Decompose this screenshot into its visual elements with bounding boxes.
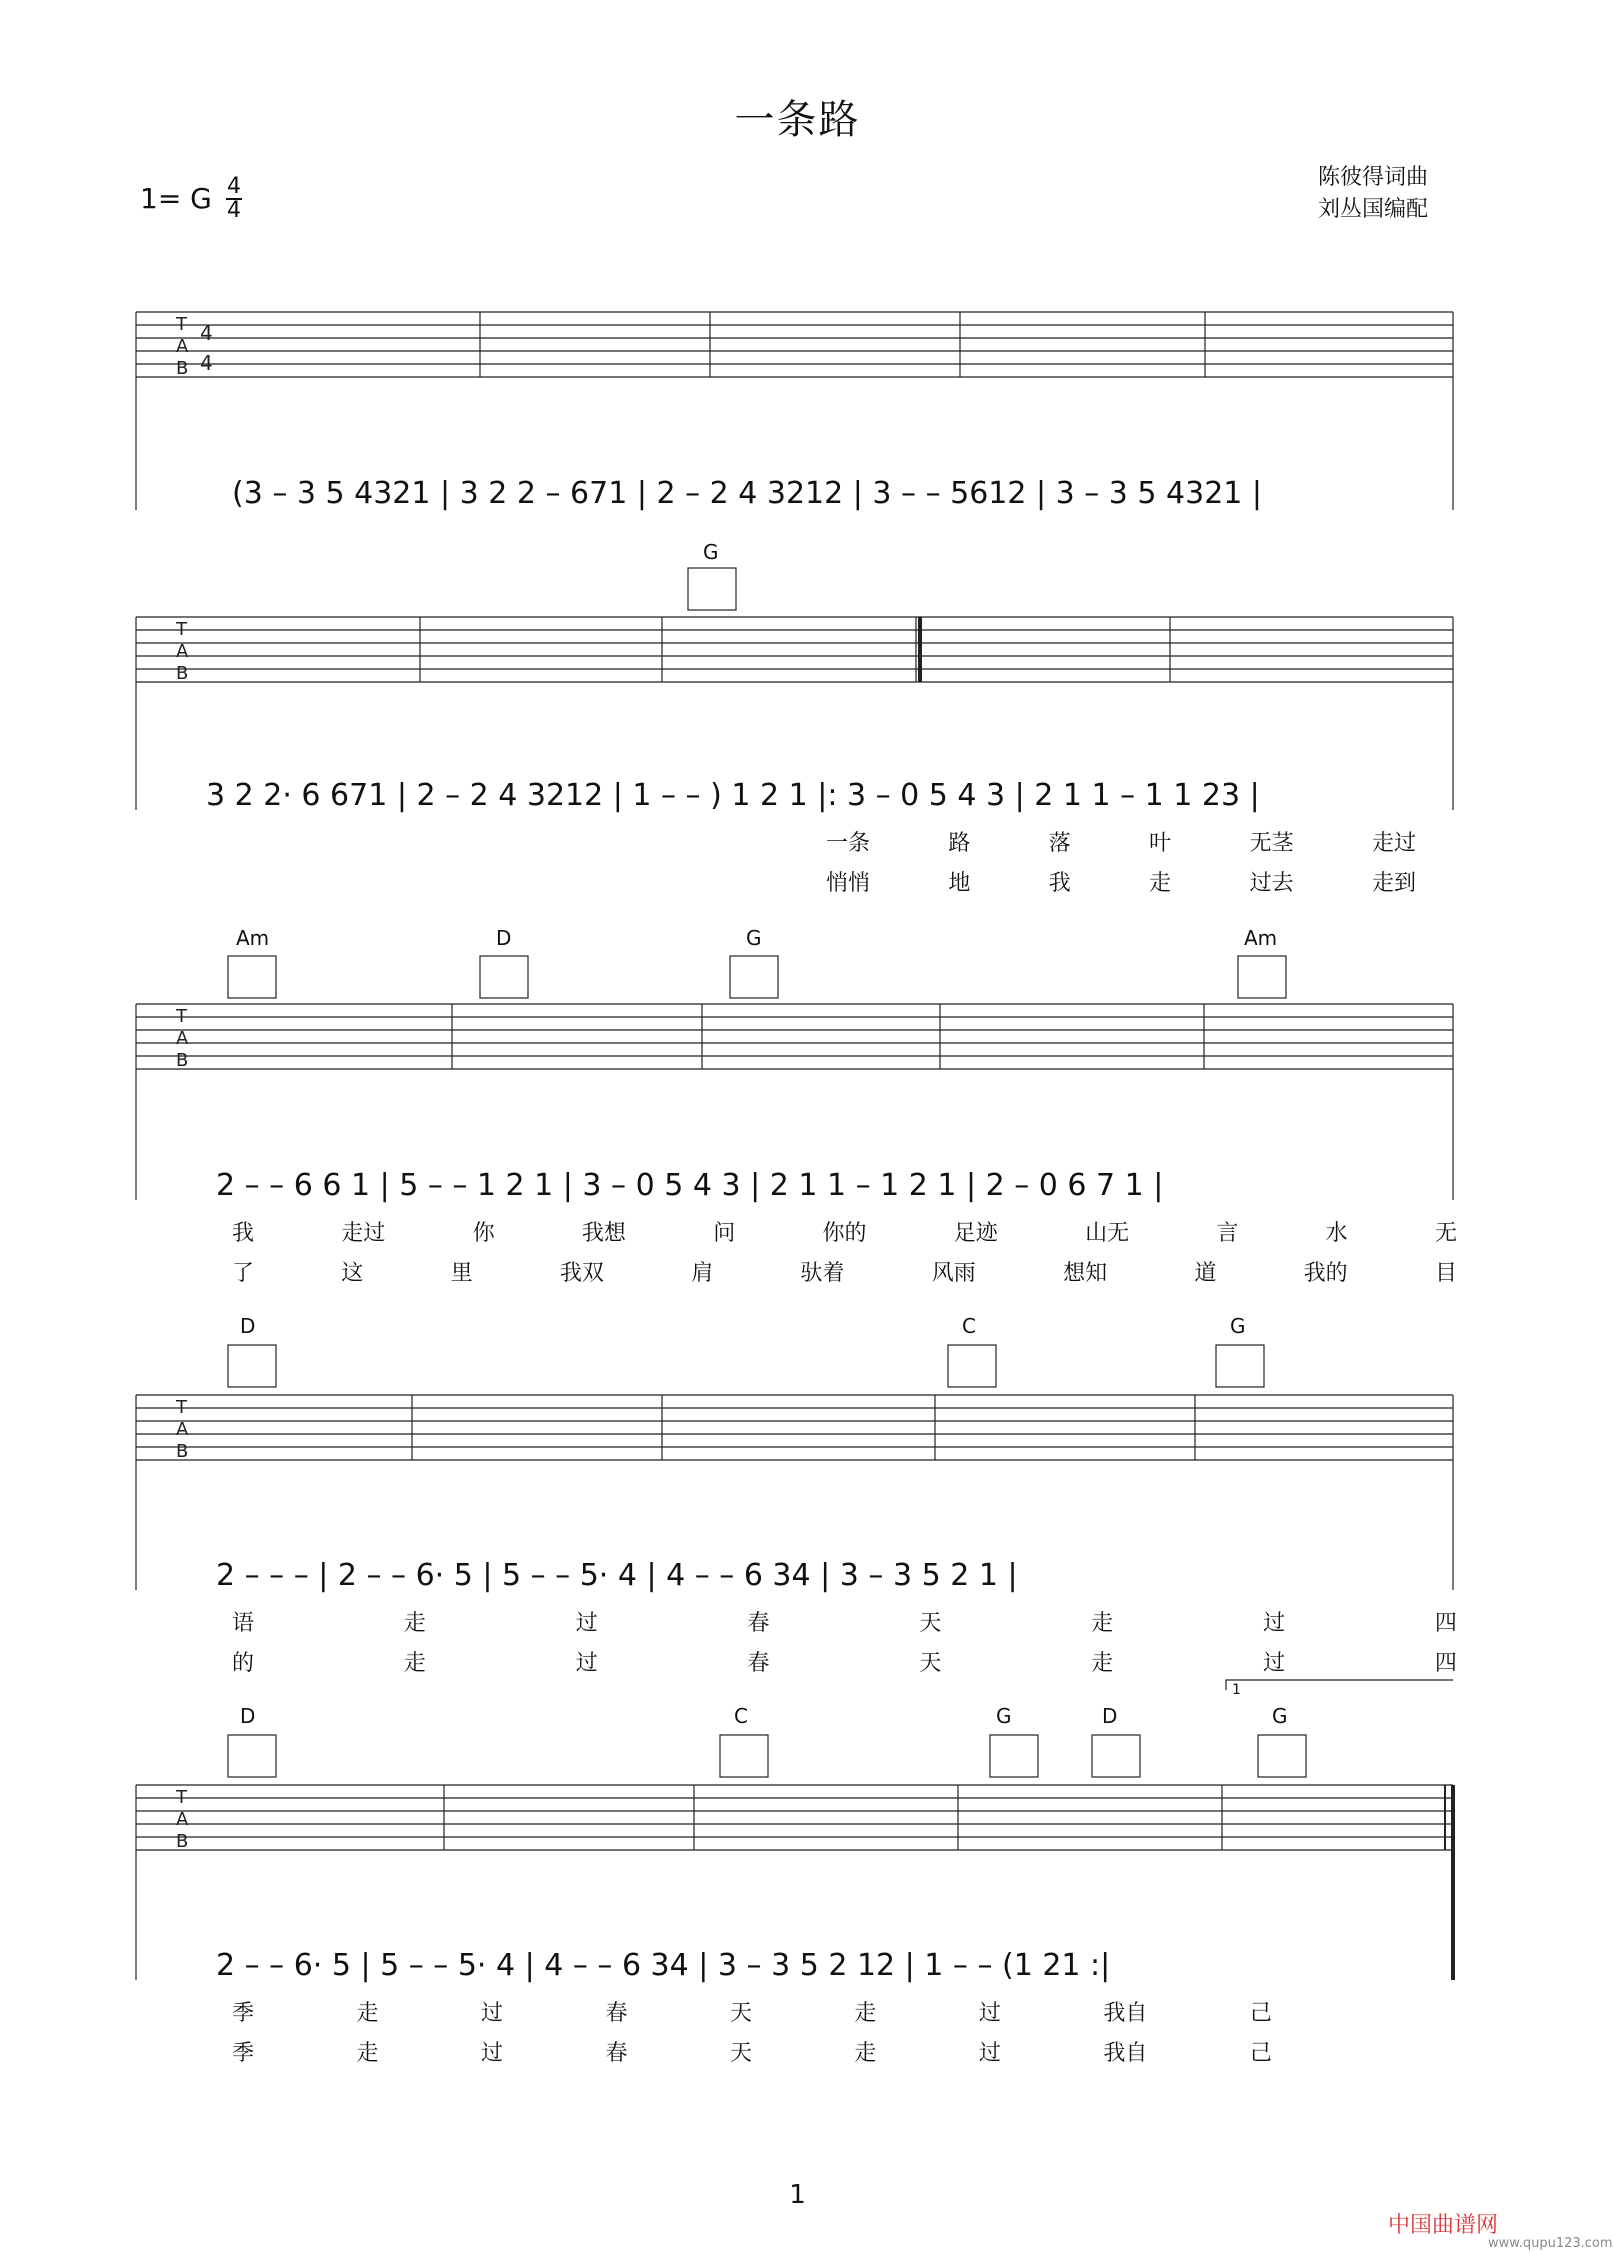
lyric: 风雨: [931, 1261, 976, 1286]
svg-text:B: B: [176, 1050, 189, 1071]
lyrics-row: [232, 1256, 1457, 1286]
chord-label: C: [734, 1704, 748, 1728]
lyric: 走: [403, 1651, 426, 1676]
lyric: 一条: [826, 831, 871, 856]
key-signature: 1= G: [140, 182, 212, 215]
lyric: 走过: [1371, 831, 1416, 856]
lyric: 足迹: [953, 1221, 998, 1246]
chord-label: G: [996, 1704, 1012, 1728]
time-sig-top: 4: [227, 174, 241, 199]
chord-label: G: [746, 926, 762, 950]
chord-label: C: [962, 1314, 976, 1338]
credit-arranger: 刘丛国编配: [1318, 197, 1429, 222]
chord-label: D: [496, 926, 512, 950]
svg-text:A: A: [176, 1809, 189, 1830]
svg-text:T: T: [176, 1006, 187, 1027]
svg-text:T: T: [176, 314, 187, 335]
lyrics-row: [232, 1606, 1457, 1636]
lyric: 过: [575, 1611, 598, 1636]
chord-label: D: [240, 1314, 256, 1338]
notation-line-4: 2 – – – | 2 – – 6· 5 | 5 – – 5· 4 | 4 – – 6 34 | 3 – 3 5 2 1 |: [216, 1558, 1018, 1593]
lyric: 你的: [822, 1221, 867, 1246]
lyric: 走: [356, 2041, 379, 2066]
lyric: 我: [232, 1221, 255, 1246]
lyric: 走: [1091, 1651, 1114, 1676]
svg-text:A: A: [176, 641, 189, 662]
lyric: 你: [472, 1221, 495, 1246]
lyric: 过: [978, 2041, 1001, 2066]
page-number: 1: [789, 2180, 806, 2210]
lyric: 山无: [1085, 1221, 1130, 1246]
lyric: 走: [403, 1611, 426, 1636]
watermark-brand: 中国曲谱网: [1388, 2213, 1499, 2238]
svg-text:T: T: [176, 619, 187, 640]
lyric: 季: [232, 2001, 255, 2026]
svg-text:B: B: [176, 1831, 189, 1852]
credit-lyrics-music: 陈彼得词曲: [1318, 165, 1429, 190]
lyric: 这: [341, 1261, 364, 1286]
lyric: 天: [919, 1611, 942, 1636]
lyric: 季: [232, 2041, 255, 2066]
svg-text:B: B: [176, 663, 189, 684]
lyric: 四: [1434, 1651, 1457, 1676]
lyric: 春: [747, 1651, 770, 1676]
svg-text:A: A: [176, 1419, 189, 1440]
lyric: 天: [919, 1651, 942, 1676]
lyric: 己: [1249, 2001, 1272, 2026]
lyric: 我: [1048, 871, 1071, 896]
notation-line-3: 2 – – 6 6 1 | 5 – – 1 2 1 | 3 – 0 5 4 3 | 2 1 1 – 1 2 1 | 2 – 0 6 7 1 |: [216, 1168, 1164, 1203]
lyric: 我双: [559, 1261, 604, 1286]
lyrics-row: [232, 1996, 1272, 2026]
lyrics-row: [232, 1216, 1457, 1246]
lyric: 语: [232, 1611, 255, 1636]
lyrics-row: [232, 2036, 1272, 2066]
chord-label: Am: [1244, 926, 1278, 950]
lyric: 走: [1149, 871, 1172, 896]
lyric: 走: [356, 2001, 379, 2026]
svg-text:A: A: [176, 1028, 189, 1049]
lyric: 走到: [1371, 871, 1416, 896]
lyric: 天: [729, 2041, 752, 2066]
lyric: 过: [575, 1651, 598, 1676]
lyric: 春: [605, 2001, 628, 2026]
lyric: 四: [1434, 1611, 1457, 1636]
lyric: 己: [1249, 2041, 1272, 2066]
lyric: 我的: [1303, 1261, 1348, 1286]
lyric: 我自: [1103, 2001, 1148, 2026]
lyric: 过: [978, 2001, 1001, 2026]
svg-text:A: A: [176, 336, 189, 357]
svg-text:4: 4: [200, 321, 213, 345]
lyric: 叶: [1149, 831, 1172, 856]
volta-number: 1: [1232, 1682, 1241, 1698]
lyric: 过去: [1249, 871, 1294, 896]
volta-bracket: [1226, 1680, 1453, 1690]
tab-clef-letters: [175, 314, 213, 1852]
chord-label: G: [703, 540, 719, 564]
svg-text:T: T: [176, 1397, 187, 1418]
lyric: 走: [854, 2041, 877, 2066]
lyric: 走过: [341, 1221, 386, 1246]
lyric: 天: [729, 2001, 752, 2026]
lyric: 我想: [581, 1221, 626, 1246]
notation-line-5: 2 – – 6· 5 | 5 – – 5· 4 | 4 – – 6 34 | 3 – 3 5 2 12 | 1 – – (1 21 :|: [216, 1948, 1111, 1983]
score-title: 一条路: [734, 97, 861, 143]
lyric: 走: [854, 2001, 877, 2026]
chord-label: D: [240, 1704, 256, 1728]
lyrics-row: [232, 1646, 1457, 1676]
lyric: 地: [948, 871, 971, 896]
lyrics-row: [826, 826, 1416, 856]
lyric: 路: [948, 831, 971, 856]
chord-label: D: [1102, 1704, 1118, 1728]
lyric: 悄悄: [826, 871, 871, 896]
svg-text:B: B: [176, 1441, 189, 1462]
svg-text:4: 4: [200, 351, 213, 375]
lyric: 过: [1263, 1611, 1286, 1636]
lyric: 驮着: [800, 1261, 845, 1286]
chord-label: G: [1230, 1314, 1246, 1338]
time-sig-bottom: 4: [227, 198, 241, 223]
lyric: 春: [605, 2041, 628, 2066]
chord-label: G: [1272, 1704, 1288, 1728]
lyrics-row: [826, 866, 1416, 896]
lyric: 走: [1091, 1611, 1114, 1636]
lyric: 肩: [691, 1261, 714, 1286]
svg-text:T: T: [176, 1787, 187, 1808]
lyric: 目: [1434, 1261, 1457, 1286]
lyric: 言: [1216, 1221, 1239, 1246]
lyric: 水: [1325, 1221, 1348, 1246]
lyric: 里: [450, 1261, 473, 1286]
lyric: 想知: [1063, 1261, 1108, 1286]
lyric: 过: [480, 2001, 503, 2026]
lyric: 我自: [1103, 2041, 1148, 2066]
lyric: 的: [232, 1651, 255, 1676]
notation-line-2: 3 2 2· 6 671 | 2 – 2 4 3212 | 1 – – ) 1 2 1 |: 3 – 0 5 4 3 | 2 1 1 – 1 1 23 |: [206, 778, 1260, 813]
lyric: 无茎: [1249, 831, 1294, 856]
chord-label: Am: [236, 926, 270, 950]
lyric: 道: [1194, 1261, 1217, 1286]
lyric: 过: [1263, 1651, 1286, 1676]
lyric: 问: [713, 1221, 736, 1246]
lyric: 无: [1434, 1221, 1457, 1246]
notation-line-1: (3 – 3 5 4321 | 3 2 2 – 671 | 2 – 2 4 3212 | 3 – – 5612 | 3 – 3 5 4321 |: [232, 476, 1263, 511]
lyric: 过: [480, 2041, 503, 2066]
lyric: 春: [747, 1611, 770, 1636]
svg-text:B: B: [176, 358, 189, 379]
lyric: 落: [1048, 831, 1071, 856]
lyric: 了: [232, 1261, 255, 1286]
watermark-url: www.qupu123.com: [1488, 2236, 1613, 2251]
